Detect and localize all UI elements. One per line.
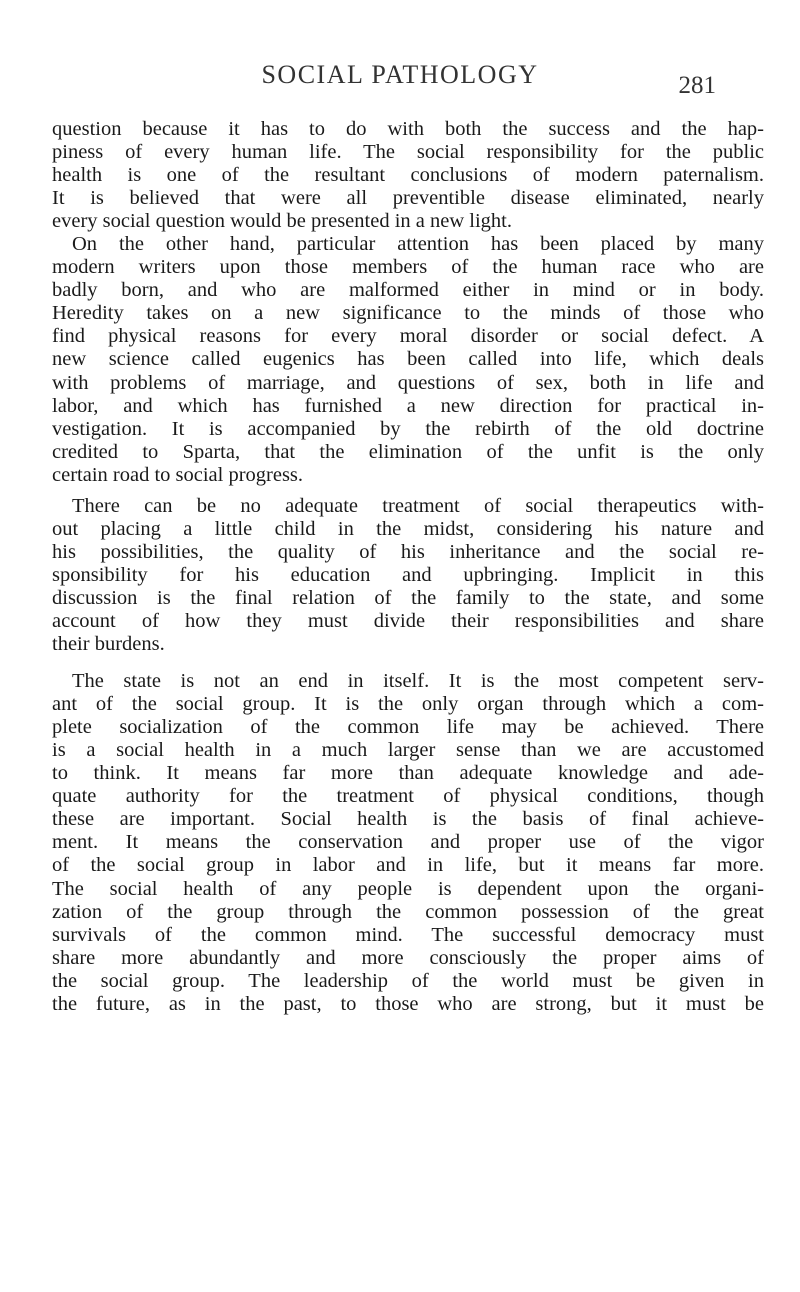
text-line: with problems of marriage, and questions of sex, both in life and <box>52 371 764 394</box>
text-line: the social group. The leadership of the world must be given in <box>52 969 764 992</box>
text-line: labor, and which has furnished a new direction for practical in- <box>52 394 764 417</box>
text-line: discussion is the final relation of the family to the state, and some <box>52 586 764 609</box>
text-line: vestigation. It is accompanied by the rebirth of the old doctrine <box>52 417 764 440</box>
text-line: ment. It means the conservation and proper use of the vigor <box>52 831 764 854</box>
text-line: survivals of the common mind. The successful democracy must <box>52 923 764 946</box>
text-line: certain road to social progress. <box>52 463 304 486</box>
text-line: every social question would be presented in a new light. <box>52 210 512 233</box>
text-line: Heredity takes on a new significance to the minds of those who <box>52 302 764 325</box>
page-number: 281 <box>678 72 716 99</box>
running-title: SOCIAL PATHOLOGY <box>261 60 539 89</box>
paragraph <box>52 670 764 1016</box>
text-line: these are important. Social health is the basis of final achieve- <box>52 808 764 831</box>
text-line: health is one of the resultant conclusions of modern paternalism. <box>52 164 764 187</box>
text-line: It is believed that were all preventible disease eliminated, nearly <box>52 187 764 210</box>
text-line: zation of the group through the common possession of the great <box>52 900 764 923</box>
text-line: account of how they must divide their responsibilities and share <box>52 609 764 632</box>
text-line: question because it has to do with both the success and the hap- <box>52 118 764 140</box>
text-line: their burdens. <box>52 633 165 656</box>
paragraph <box>52 233 764 487</box>
text-line: share more abundantly and more consciously the proper aims of <box>52 946 764 969</box>
text-line: ant of the social group. It is the only organ through which a com- <box>52 693 764 716</box>
text-line: out placing a little child in the midst, considering his nature and <box>52 517 764 540</box>
text-line: The state is not an end in itself. It is the most competent serv- <box>72 670 764 693</box>
text-line: The social health of any people is dependent upon the organi- <box>52 877 764 900</box>
text-line: badly born, and who are malformed either in mind or in body. <box>52 279 764 302</box>
text-line: modern writers upon those members of the human race who are <box>52 256 764 279</box>
paragraph <box>52 495 764 656</box>
text-line: the future, as in the past, to those who are strong, but it must be <box>52 992 764 1015</box>
text-line: quate authority for the treatment of physical conditions, though <box>52 785 764 808</box>
text-line: sponsibility for his education and upbringing. Implicit in this <box>52 563 764 586</box>
text-line: of the social group in labor and in life, but it means far more. <box>52 854 764 877</box>
text-line: piness of every human life. The social responsibility for the public <box>52 141 764 164</box>
body-text <box>52 118 764 1016</box>
text-line: is a social health in a much larger sense than we are accustomed <box>52 739 764 762</box>
text-line: credited to Sparta, that the elimination of the unfit is the only <box>52 440 764 463</box>
paragraph <box>52 118 764 233</box>
text-line: to think. It means far more than adequate knowledge and ade- <box>52 762 764 785</box>
text-line: There can be no adequate treatment of social therapeutics with- <box>72 494 764 517</box>
text-line: plete socialization of the common life may be achieved. There <box>52 716 764 739</box>
text-line: On the other hand, particular attention has been placed by many <box>72 233 764 256</box>
text-line: new science called eugenics has been called into life, which deals <box>52 348 764 371</box>
text-line: his possibilities, the quality of his inheritance and the social re- <box>52 540 764 563</box>
text-line: find physical reasons for every moral disorder or social defect. A <box>52 325 764 348</box>
